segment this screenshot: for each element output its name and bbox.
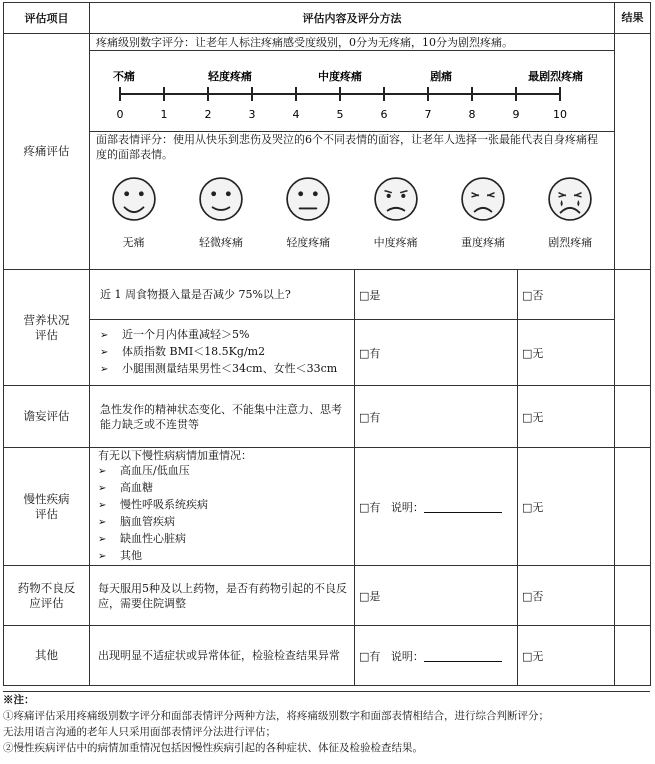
- notes-line-3: ②慢性疾病评估中的病情加重情况包括因慢性疾病引起的各种症状、体征及检验检查结果。: [3, 742, 423, 754]
- nutrition-category: 营养状况评估: [4, 270, 90, 386]
- scale-number: 6: [380, 108, 388, 121]
- chronic-explain-field[interactable]: [424, 502, 502, 513]
- scale-number: 3: [248, 108, 256, 121]
- faces-row: [90, 176, 614, 250]
- nutrition-result[interactable]: [615, 270, 651, 386]
- delirium-category: 谵妄评估: [4, 386, 90, 448]
- other-category: 其他: [4, 626, 90, 686]
- numeric-intro: 疼痛级别数字评分：让老年人标注疼痛感受度级别，0分为无疼痛，10分为剧烈疼痛。: [90, 34, 614, 51]
- pain-scale-svg: [90, 51, 610, 131]
- list-item: ➢ 其他: [98, 548, 350, 565]
- scale-label: 轻度疼痛: [208, 70, 252, 83]
- mild-pain-face-icon: [198, 176, 244, 222]
- pain-result[interactable]: [615, 34, 651, 270]
- pain-content: [90, 34, 615, 270]
- face-option[interactable]: [181, 176, 261, 250]
- face-label: 轻度疼痛: [286, 236, 331, 249]
- face-label: 中度疼痛: [373, 236, 418, 249]
- face-label: 轻微疼痛: [198, 236, 243, 249]
- chronic-explain-label: 说明：: [390, 500, 424, 514]
- nutrition-q2-list: [100, 327, 350, 378]
- notes-line-1: ①疼痛评估采用疼痛级别数字评分和面部表情评分两种方法，将疼痛级别数字和面部表情相结合，进行综合判断评分；: [3, 710, 549, 722]
- nutrition-q1-no[interactable]: □否: [518, 270, 615, 320]
- list-item: ➢ 小腿围测量结果男性＜34cm、女性＜33cm: [100, 361, 350, 378]
- chronic-content: [90, 448, 355, 566]
- chronic-category: 慢性疾病评估: [4, 448, 90, 566]
- delirium-yes[interactable]: □有: [355, 386, 518, 448]
- scale-number: 7: [424, 108, 432, 121]
- chronic-yes-cell: [355, 448, 518, 566]
- other-explain-field[interactable]: [424, 651, 502, 662]
- list-item: ➢ 高血糖: [98, 480, 350, 497]
- face-option[interactable]: [268, 176, 348, 250]
- scale-label: 不痛: [113, 70, 135, 83]
- other-no[interactable]: □无: [518, 626, 615, 686]
- chronic-yes[interactable]: □有: [359, 500, 381, 514]
- scale-number: 5: [336, 108, 344, 121]
- nutrition-q1-yes[interactable]: □是: [355, 270, 518, 320]
- list-item: ➢ 缺血性心脏病: [98, 531, 350, 548]
- nutrition-q2-yes[interactable]: □有: [355, 320, 518, 386]
- chronic-intro: 有无以下慢性病病情加重情况：: [98, 449, 252, 462]
- adr-category: 药物不良反应评估: [4, 566, 90, 626]
- scale-label: 最剧烈疼痛: [528, 70, 584, 83]
- adr-yes[interactable]: □是: [355, 566, 518, 626]
- scale-number: 2: [204, 108, 212, 121]
- header-content: 评估内容及评分方法: [90, 3, 615, 34]
- face-option[interactable]: [443, 176, 523, 250]
- notes-title: ※注：: [3, 694, 35, 706]
- table-header: [4, 3, 651, 34]
- severe-pain-face-icon: [460, 176, 506, 222]
- chronic-result[interactable]: [615, 448, 651, 566]
- header-item: 评估项目: [4, 3, 90, 34]
- chronic-no[interactable]: □无: [518, 448, 615, 566]
- assessment-table: [3, 2, 651, 686]
- chronic-list: [98, 463, 350, 565]
- pain-row: [4, 34, 651, 270]
- nutrition-q2-no[interactable]: □无: [518, 320, 615, 386]
- list-item: ➢ 近一个月内体重减轻＞5%: [100, 327, 350, 344]
- moderate-pain-face-icon: [373, 176, 419, 222]
- notes: [3, 691, 650, 756]
- delirium-result[interactable]: [615, 386, 651, 448]
- scale-number: 9: [512, 108, 520, 121]
- scale-number: 10: [553, 108, 567, 121]
- no-pain-face-icon: [111, 176, 157, 222]
- nutrition-row-2: [4, 320, 651, 386]
- adr-result[interactable]: [615, 566, 651, 626]
- other-result[interactable]: [615, 626, 651, 686]
- pain-category: 疼痛评估: [4, 34, 90, 270]
- delirium-no[interactable]: □无: [518, 386, 615, 448]
- delirium-row: [4, 386, 651, 448]
- face-intro: 面部表情评分：使用从快乐到悲伤及哭泣的6个不同表情的面容，让老年人选择一张最能代表自身疼痛程度的面部表情。: [90, 131, 614, 162]
- list-item: ➢ 高血压/低血压: [98, 463, 350, 480]
- notes-line-2: 无法用语言沟通的老年人只采用面部表情评分法进行评估；: [3, 726, 276, 738]
- adr-row: [4, 566, 651, 626]
- face-option[interactable]: [94, 176, 174, 250]
- list-item: ➢ 脑血管疾病: [98, 514, 350, 531]
- nutrition-q1: 近 1 周食物摄入量是否减少 75%以上?: [90, 270, 355, 320]
- face-option[interactable]: [530, 176, 610, 250]
- face-label: 重度疼痛: [460, 236, 505, 249]
- face-option[interactable]: [356, 176, 436, 250]
- pain-scale: [90, 51, 614, 131]
- adr-text: 每天服用5种及以上药物，是否有药物引起的不良反应，需要住院调整: [90, 566, 355, 626]
- other-row: [4, 626, 651, 686]
- other-yes-cell: [355, 626, 518, 686]
- scale-number: 0: [116, 108, 124, 121]
- scale-number: 4: [292, 108, 300, 121]
- other-yes[interactable]: □有: [359, 649, 381, 663]
- face-label: 无痛: [122, 236, 145, 249]
- header-result: 结果: [615, 3, 651, 34]
- face-label: 剧烈疼痛: [548, 236, 593, 249]
- scale-number: 1: [160, 108, 168, 121]
- scale-label: 剧痛: [430, 70, 453, 83]
- extreme-pain-face-icon: [547, 176, 593, 222]
- chronic-row: [4, 448, 651, 566]
- light-pain-face-icon: [285, 176, 331, 222]
- list-item: ➢ 体质指数 BMI＜18.5Kg/m2: [100, 344, 350, 361]
- scale-label: 中度疼痛: [318, 70, 362, 83]
- nutrition-row-1: [4, 270, 651, 320]
- delirium-text: 急性发作的精神状态变化、不能集中注意力、思考能力缺乏或不连贯等: [90, 386, 355, 448]
- list-item: ➢ 慢性呼吸系统疾病: [98, 497, 350, 514]
- scale-number: 8: [468, 108, 476, 121]
- adr-no[interactable]: □否: [518, 566, 615, 626]
- other-text: 出现明显不适症状或异常体征，检验检查结果异常: [90, 626, 355, 686]
- other-explain-label: 说明：: [390, 649, 424, 663]
- nutrition-q2: [90, 320, 355, 386]
